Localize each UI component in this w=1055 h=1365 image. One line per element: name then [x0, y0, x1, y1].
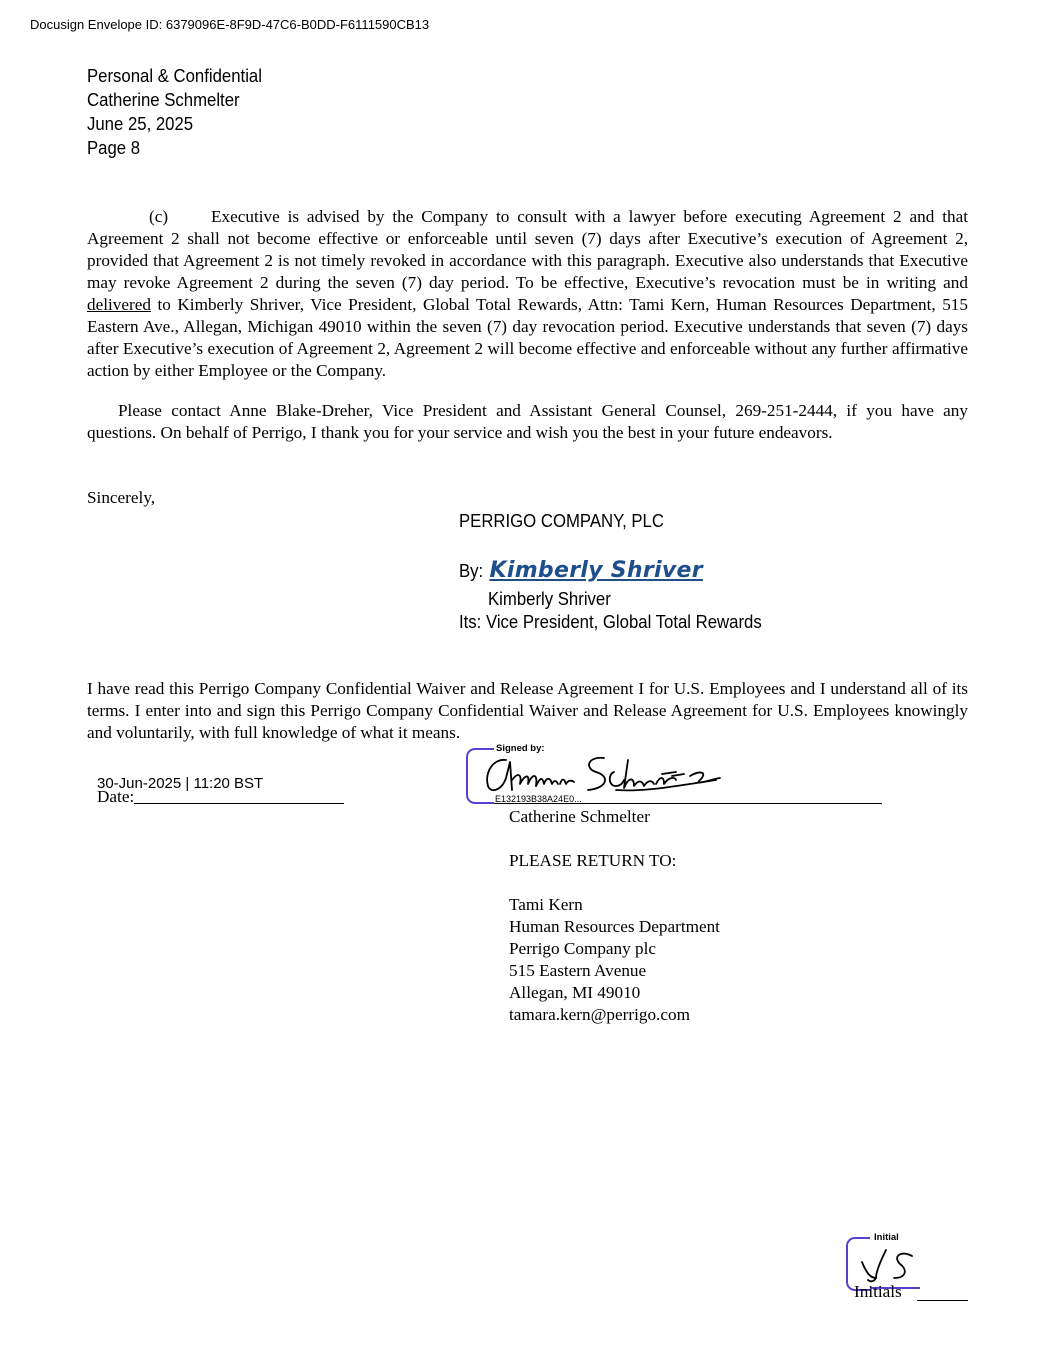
date-label: Date:	[97, 787, 135, 806]
return-to-heading: PLEASE RETURN TO:	[509, 851, 677, 870]
company-signer-name: Kimberly Shriver	[488, 589, 611, 609]
employee-name: Catherine Schmelter	[509, 807, 650, 826]
header-recipient: Catherine Schmelter	[87, 90, 240, 110]
initials-line	[917, 1300, 968, 1301]
paragraph-c-text-1: Executive is advised by the Company to consult with a lawyer before executing Agreement 2 and that Agreement 2 shall not become effective or enforceable until seven (7) days after Executive’s execution of Agreement 2, provided that Agreement 2 is not timely revoked in accordance with this paragraph. Executive also understands that Executive may revoke Agreement 2 during the seven (7) day period. To be effective, Executive’s revocation must be in writing and	[87, 207, 968, 292]
company-signer-title: Its: Vice President, Global Total Rewards	[459, 612, 762, 632]
paragraph-c	[87, 206, 968, 382]
employee-signature-line	[494, 803, 882, 804]
by-label: By:	[459, 561, 484, 581]
return-company: Perrigo Company plc	[509, 939, 657, 958]
header-page: Page 8	[87, 138, 141, 158]
signature-date-stamp: 30-Jun-2025 | 11:20 BST	[97, 775, 264, 792]
paragraph-c-label: (c)	[149, 207, 169, 226]
paragraph-c-underlined: delivered	[87, 295, 151, 314]
signer-id: E132193B38A24E0...	[495, 794, 582, 804]
header-date: June 25, 2025	[87, 114, 194, 134]
closing: Sincerely,	[87, 488, 156, 507]
date-line	[134, 803, 344, 804]
initials-label: Initials	[854, 1282, 902, 1301]
company-name: PERRIGO COMPANY, PLC	[459, 511, 664, 531]
paragraph-contact-text: Please contact Anne Blake-Dreher, Vice President and Assistant General Counsel, 269-251-2444, if you have any questions. On behalf of Perrigo, I thank you for your service and wish you the best in your future endeavors.	[87, 401, 968, 442]
paragraph-c-text-2: to Kimberly Shriver, Vice President, Global Total Rewards, Attn: Tami Kern, Human Resources Department, 515 Eastern Ave., Allegan, Michigan 49010 within the seven (7) day revocation period. Executive understands that seven (7) days after Executive’s execution of Agreement 2, Agreement 2 will become effective and enforceable without any further affirmative action by either Employee or the Company.	[87, 295, 968, 380]
docusign-envelope-id: Docusign Envelope ID: 6379096E-8F9D-47C6-B0DD-F6111590CB13	[30, 17, 430, 32]
paragraph-contact	[87, 400, 968, 444]
return-city: Allegan, MI 49010	[509, 983, 641, 1002]
initial-tag: Initial	[874, 1232, 899, 1243]
return-street: 515 Eastern Avenue	[509, 961, 647, 980]
return-name: Tami Kern	[509, 895, 583, 914]
return-email: tamara.kern@perrigo.com	[509, 1005, 690, 1024]
return-department: Human Resources Department	[509, 917, 720, 936]
company-signature: Kimberly Shriver	[489, 558, 703, 583]
company-signature-line	[459, 558, 703, 583]
letter-header	[87, 64, 262, 160]
header-confidential: Personal & Confidential	[87, 66, 262, 86]
signed-by-label: Signed by:	[496, 743, 545, 754]
acknowledgement-paragraph: I have read this Perrigo Company Confidential Waiver and Release Agreement I for U.S. Employees and I understand all of its terms. I enter into and sign this Perrigo Company Confidential Waiver and Release Agreement for U.S. Employees knowingly and voluntarily, with full knowledge of what it means.	[87, 679, 968, 742]
